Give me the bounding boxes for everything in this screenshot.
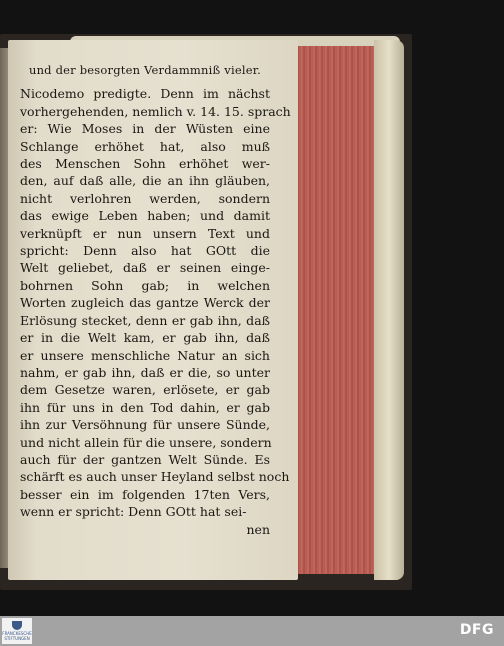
text-line: besser ein im folgenden 17ten Vers, bbox=[20, 486, 270, 502]
page-text bbox=[20, 62, 291, 538]
text-line: wenn er spricht: Denn GOtt hat sei- bbox=[20, 504, 247, 520]
text-line: nicht verlohren werden, sondern bbox=[20, 190, 270, 206]
logo-text: FRANCKESCHE STIFTUNGEN bbox=[2, 631, 32, 641]
text-line: nahm, er gab ihn, daß er die, so unter bbox=[20, 364, 270, 380]
book-cover bbox=[374, 40, 404, 580]
footer-bar bbox=[0, 616, 504, 646]
text-line: verknüpft er nun unsern Text und bbox=[20, 225, 270, 241]
text-line: spricht: Denn also hat GOtt die bbox=[20, 243, 270, 259]
text-line: und nicht allein für die unsere, sondern bbox=[20, 434, 272, 450]
shield-icon bbox=[12, 621, 22, 630]
text-line: auch für der gantzen Welt Sünde. Es bbox=[20, 451, 270, 467]
institution-logo[interactable] bbox=[2, 618, 32, 644]
text-lines bbox=[20, 85, 291, 520]
text-line: das ewige Leben haben; und damit bbox=[20, 208, 270, 224]
text-line: Nicodemo predigte. Denn im nächst bbox=[20, 86, 270, 102]
text-line: vorhergehenden, nemlich v. 14. 15. sprach bbox=[20, 103, 291, 119]
book-fore-edge bbox=[294, 46, 384, 574]
text-line: Worten zugleich das gantze Werck der bbox=[20, 295, 270, 311]
running-head: und der besorgten Verdammniß vieler. bbox=[28, 63, 262, 77]
catchword: nen bbox=[246, 521, 270, 537]
text-line: schärft es auch unser Heyland selbst noch bbox=[20, 469, 290, 485]
dfg-logo[interactable]: DFG bbox=[459, 622, 494, 638]
text-line: er: Wie Moses in der Wüsten eine bbox=[20, 121, 270, 137]
text-line: er in die Welt kam, er gab ihn, daß bbox=[20, 330, 270, 346]
text-line: Welt geliebet, daß er seinen einge- bbox=[20, 260, 270, 276]
text-line: ihn für uns in den Tod dahin, er gab bbox=[20, 399, 270, 415]
text-line: Erlösung stecket, denn er gab ihn, daß bbox=[20, 312, 270, 328]
text-line: des Menschen Sohn erhöhet wer- bbox=[20, 156, 270, 172]
text-line: er unsere menschliche Natur an sich bbox=[20, 347, 270, 363]
text-line: den, auf daß alle, die an ihn gläuben, bbox=[20, 173, 270, 189]
text-line: Schlange erhöhet hat, also muß bbox=[20, 138, 270, 154]
text-line: bohrnen Sohn gab; in welchen bbox=[20, 277, 270, 293]
text-line: ihn zur Versöhnung für unsere Sünde, bbox=[20, 417, 270, 433]
text-line: dem Gesetze waren, erlösete, er gab bbox=[20, 382, 270, 398]
